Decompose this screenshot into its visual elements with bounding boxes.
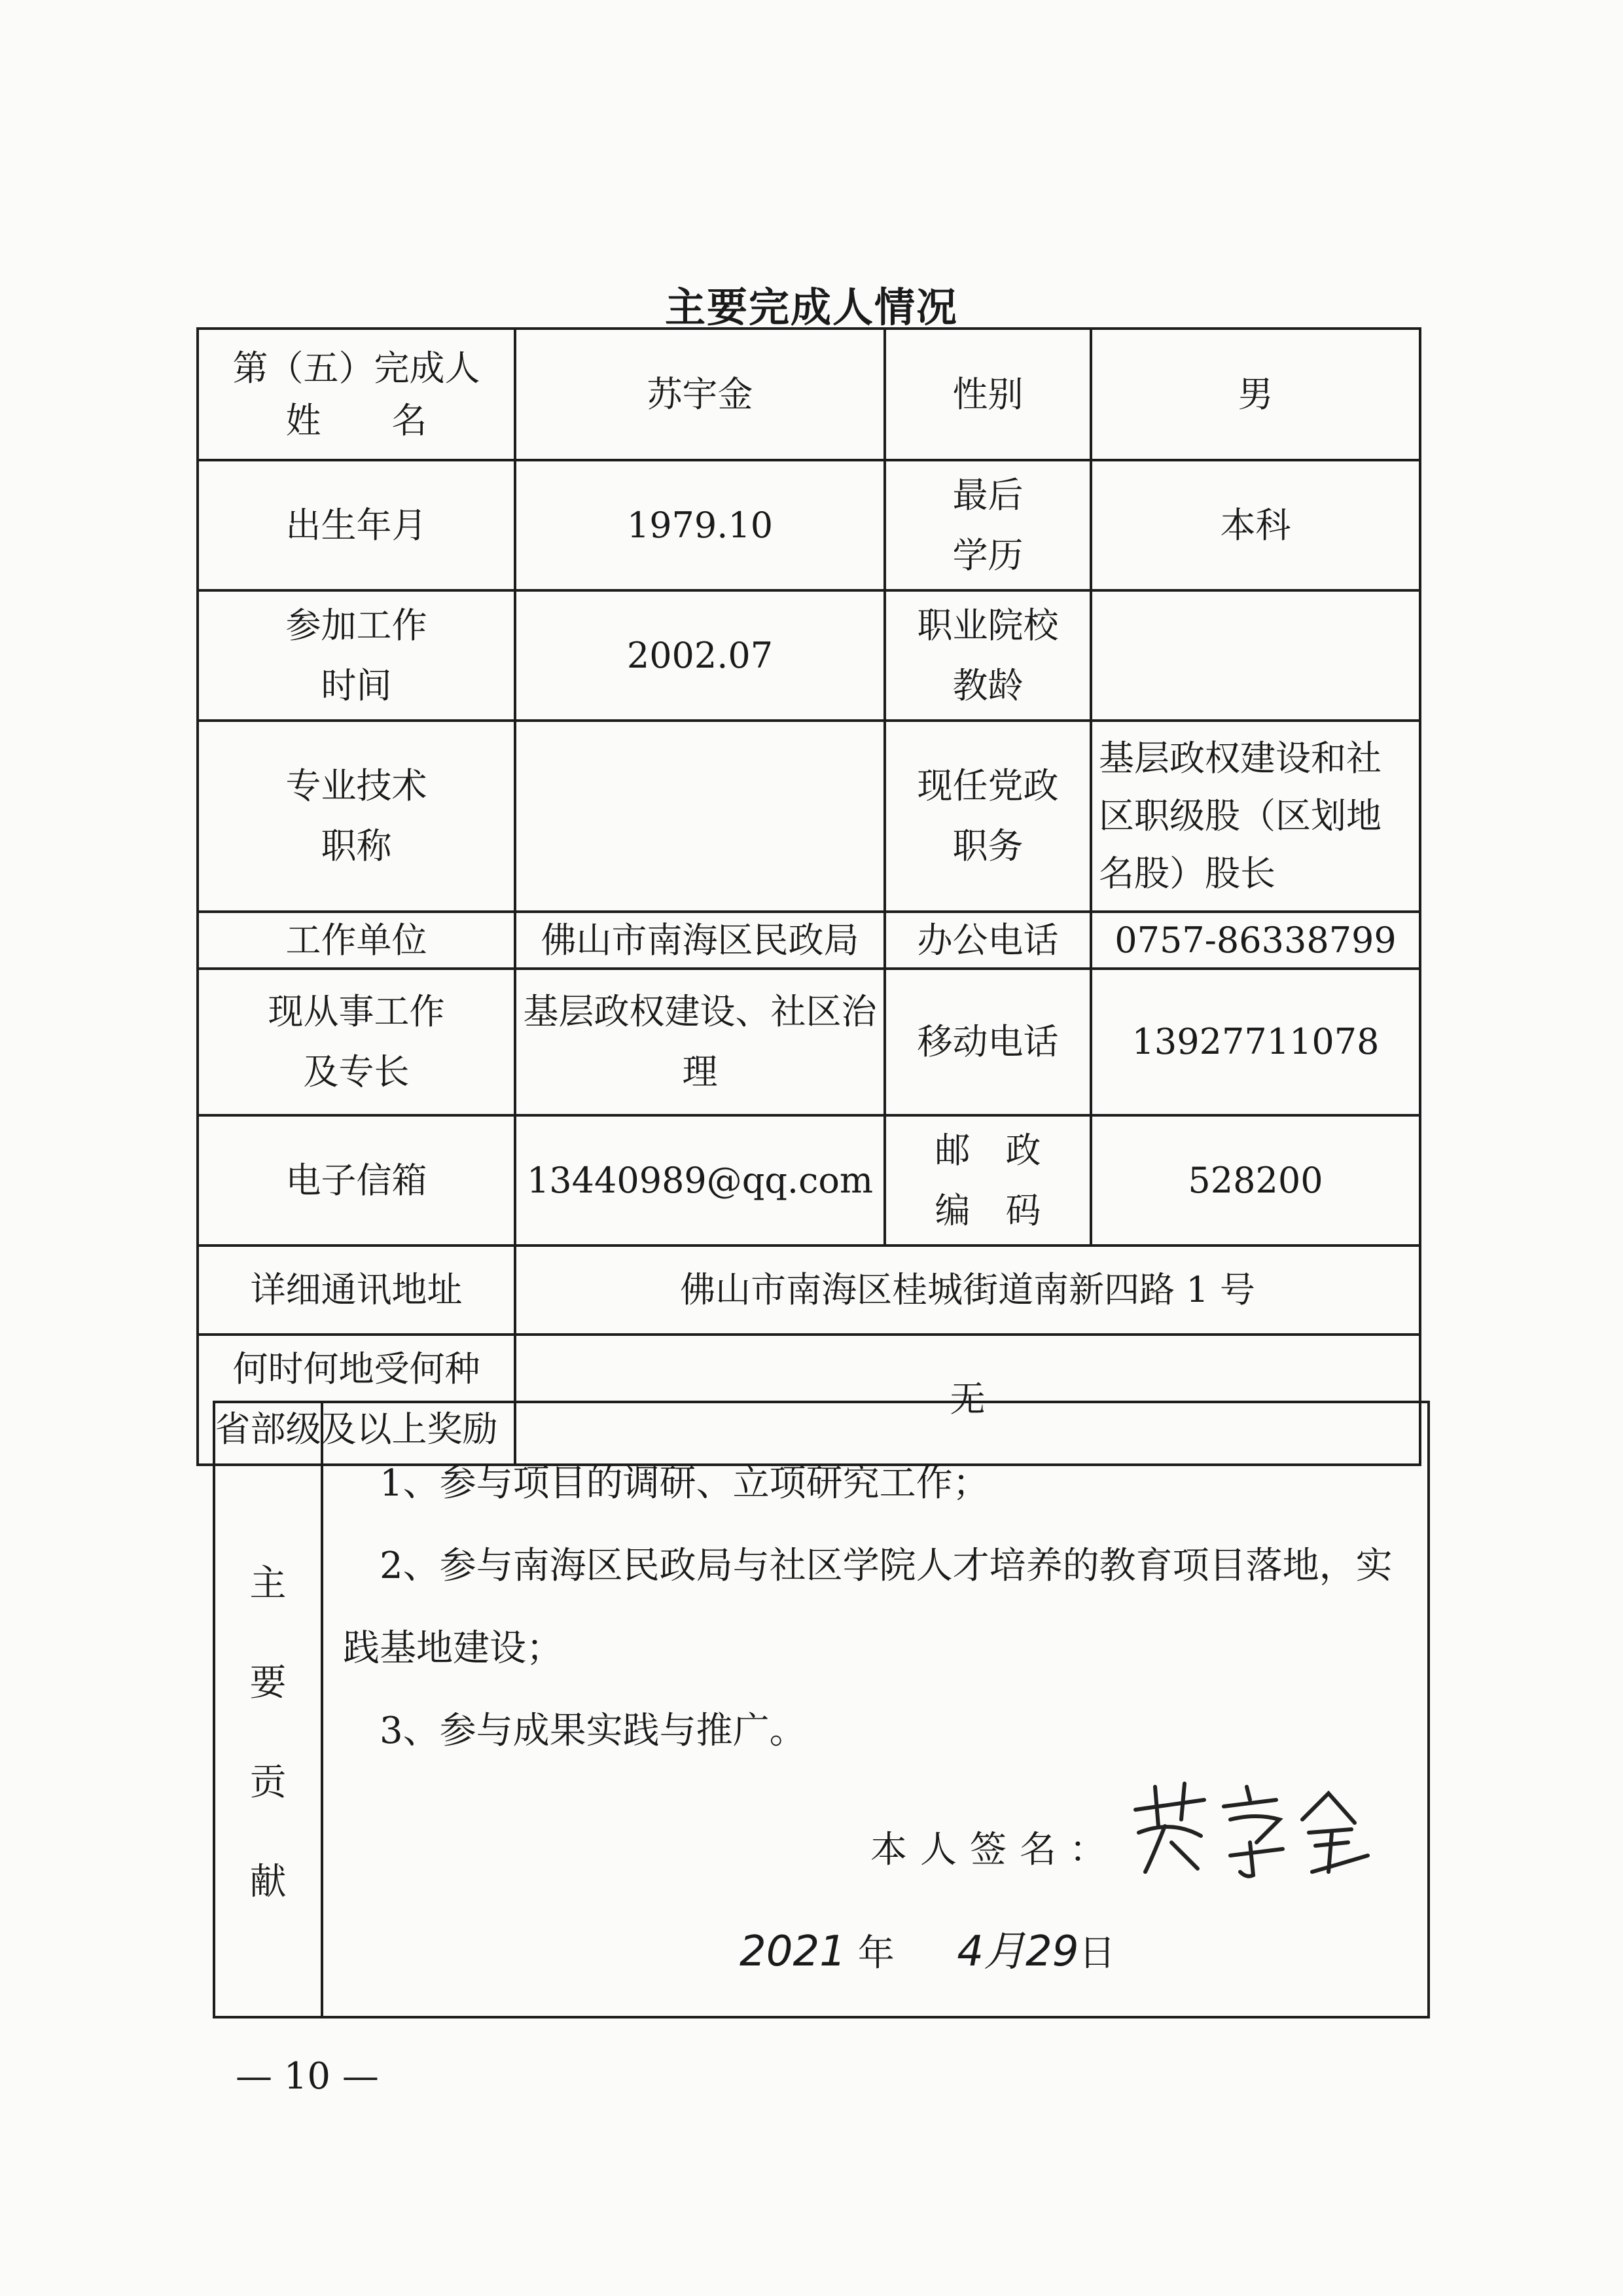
office-phone-value: 0757-86338799 xyxy=(1091,912,1420,969)
postcode-label: 邮 政 编 码 xyxy=(885,1115,1091,1246)
gender-value: 男 xyxy=(1091,329,1420,460)
contribution-item: 3、参与成果实践与推广。 xyxy=(380,1710,806,1752)
info-table xyxy=(196,327,1421,1466)
work-start-value: 2002.07 xyxy=(515,590,885,721)
page-title: 主要完成人情况 xyxy=(664,283,958,331)
name-value: 苏宇金 xyxy=(515,329,885,460)
post-label: 现任党政 职务 xyxy=(885,721,1091,912)
signature-label: 本人签名： xyxy=(870,1829,1119,1871)
tech-title-label: 专业技术 职称 xyxy=(198,721,515,912)
education-value: 本科 xyxy=(1091,460,1420,590)
education-label: 最后 学历 xyxy=(885,460,1091,590)
teaching-years-value xyxy=(1091,590,1420,721)
table-row xyxy=(198,1115,1420,1246)
table-row xyxy=(198,912,1420,969)
post-value: 基层政权建设和社区职级股（区划地名股）股长 xyxy=(1091,721,1420,912)
unit-value: 佛山市南海区民政局 xyxy=(515,912,885,969)
mobile-label: 移动电话 xyxy=(885,969,1091,1115)
field-value: 基层政权建设、社区治理 xyxy=(515,969,885,1115)
award-value: 无 xyxy=(515,1335,1420,1465)
name-label: 第（五）完成人 姓 名 xyxy=(198,329,515,460)
email-value: 13440989@qq.com xyxy=(515,1115,885,1246)
page-number: — 10 — xyxy=(236,2055,379,2098)
mobile-value: 13927711078 xyxy=(1091,969,1420,1115)
tech-title-value xyxy=(515,721,885,912)
contribution-item: 2、参与南海区民政局与社区学院人才培养的教育项目落地，实践基地建设； xyxy=(343,1545,1393,1670)
month-char: 月 xyxy=(984,1928,1026,1976)
table-row xyxy=(198,460,1420,590)
birth-label: 出生年月 xyxy=(198,460,515,590)
address-label: 详细通讯地址 xyxy=(198,1246,515,1334)
work-start-label: 参加工作 时间 xyxy=(198,590,515,721)
table-row xyxy=(198,590,1420,721)
address-value: 佛山市南海区桂城街道南新四路 1 号 xyxy=(515,1246,1420,1334)
contribution-item: 1、参与项目的调研、立项研究工作； xyxy=(380,1462,990,1505)
date-year: 2021 xyxy=(740,1928,846,1976)
signature-date xyxy=(740,1918,1115,1978)
year-char: 年 xyxy=(857,1932,895,1975)
award-label: 何时何地受何种 省部级及以上奖励 xyxy=(198,1335,515,1465)
table-row xyxy=(198,969,1420,1115)
office-phone-label: 办公电话 xyxy=(885,912,1091,969)
table-row xyxy=(198,721,1420,912)
day-char: 日 xyxy=(1079,1932,1116,1975)
postcode-value: 528200 xyxy=(1091,1115,1420,1246)
teaching-years-label: 职业院校 教龄 xyxy=(885,590,1091,721)
contribution-label: 主 要 贡 献 xyxy=(214,1402,322,2017)
handwritten-signature xyxy=(1126,1780,1374,1878)
table-row xyxy=(198,1246,1420,1334)
birth-value: 1979.10 xyxy=(515,460,885,590)
unit-label: 工作单位 xyxy=(198,912,515,969)
email-label: 电子信箱 xyxy=(198,1115,515,1246)
date-day: 29 xyxy=(1026,1928,1079,1976)
field-label: 现从事工作 及专长 xyxy=(198,969,515,1115)
gender-label: 性别 xyxy=(885,329,1091,460)
table-row xyxy=(198,329,1420,460)
date-month: 4 xyxy=(957,1928,984,1976)
